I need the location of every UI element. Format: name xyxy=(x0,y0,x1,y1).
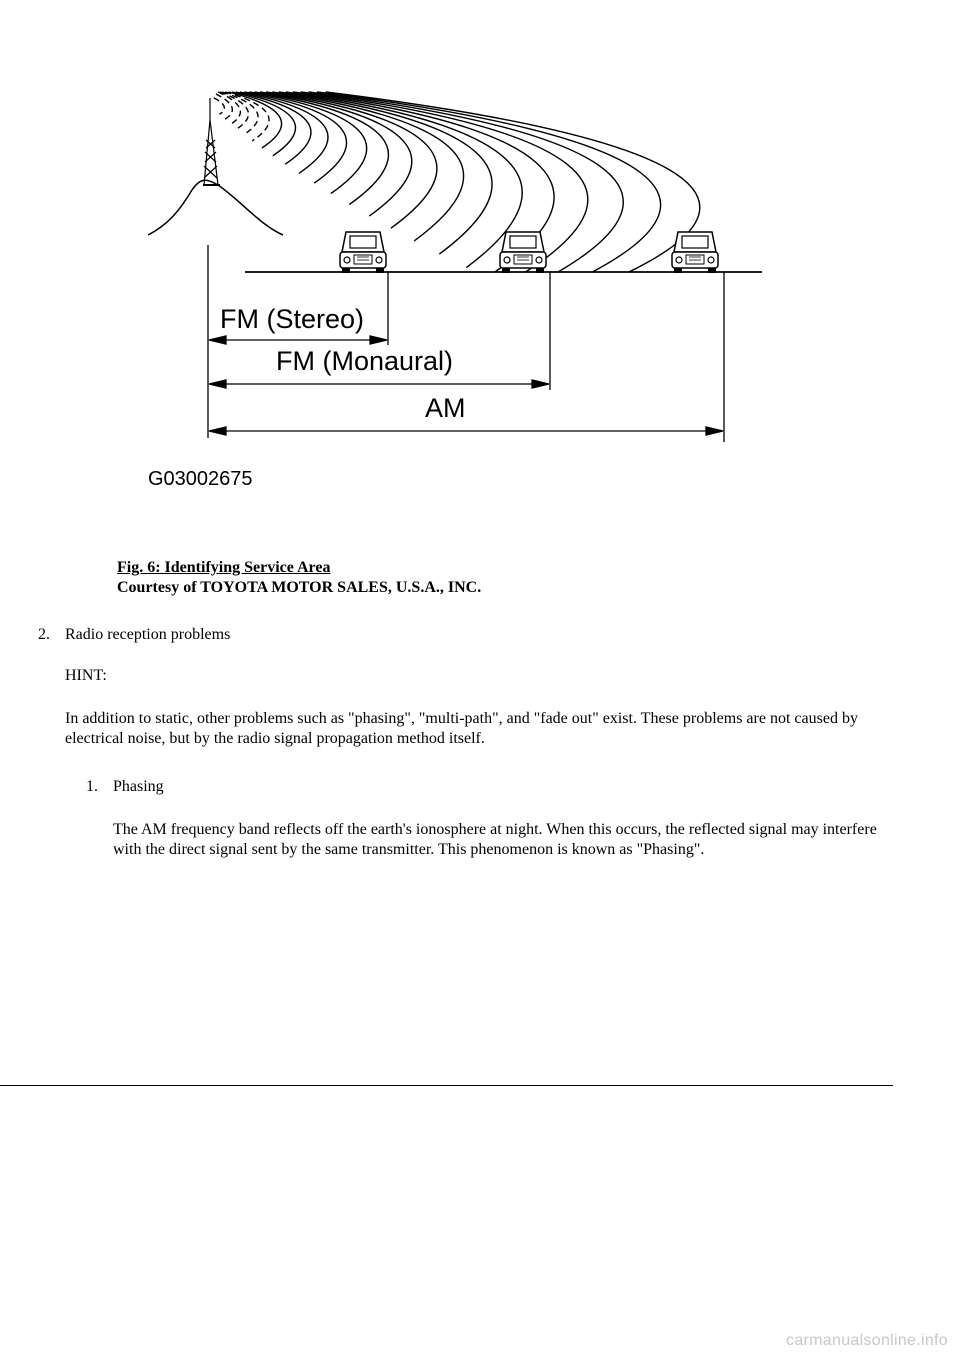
subsection-heading-phasing: Phasing xyxy=(113,778,164,795)
fm-stereo-label: FM (Stereo) xyxy=(220,304,365,334)
hill-outline xyxy=(148,180,283,235)
fm-stereo-range-arrow xyxy=(209,336,387,344)
figure-courtesy: Courtesy of TOYOTA MOTOR SALES, U.S.A., INC. xyxy=(117,579,482,596)
vehicle-icon xyxy=(500,232,546,273)
vehicles xyxy=(340,232,718,273)
figure-id-label: G03002675 xyxy=(148,468,253,490)
list-number-1: 1. xyxy=(86,778,98,795)
page-divider xyxy=(0,1085,893,1086)
service-area-diagram xyxy=(140,90,780,500)
vehicle-icon xyxy=(672,232,718,273)
am-label: AM xyxy=(425,393,466,423)
vehicle-icon xyxy=(340,232,386,273)
figure-caption xyxy=(117,558,481,598)
radio-waves xyxy=(214,92,700,272)
fm-monaural-range-arrow xyxy=(209,380,549,388)
hint-label: HINT: xyxy=(65,667,107,684)
list-number-2: 2. xyxy=(38,626,50,643)
watermark: carmanualsonline.info xyxy=(786,1332,948,1349)
radio-wave-arc xyxy=(244,92,346,183)
radio-tower-icon xyxy=(203,98,220,185)
radio-wave-arc xyxy=(220,92,248,129)
radio-wave-arc xyxy=(214,98,225,114)
phasing-paragraph: The AM frequency band reflects off the earth's ionosphere at night. When this occurs, the reflected signal may interfere with the direct signal sent by the same transmitter. This phenomenon is known as "Phasing". xyxy=(113,821,877,858)
service-area-figure xyxy=(140,90,780,500)
figure-title-link[interactable]: Fig. 6: Identifying Service Area xyxy=(117,559,331,576)
fm-monaural-label: FM (Monaural) xyxy=(276,346,454,376)
am-range-arrow xyxy=(209,427,723,435)
section-heading-radio-reception: Radio reception problems xyxy=(65,626,231,643)
radio-wave-arc xyxy=(286,92,523,268)
hint-paragraph: In addition to static, other problems such as "phasing", "multi-path", and "fade out" exist. These problems are not caused by electrical noise, but by the radio signal propagation method itself. xyxy=(65,710,858,747)
